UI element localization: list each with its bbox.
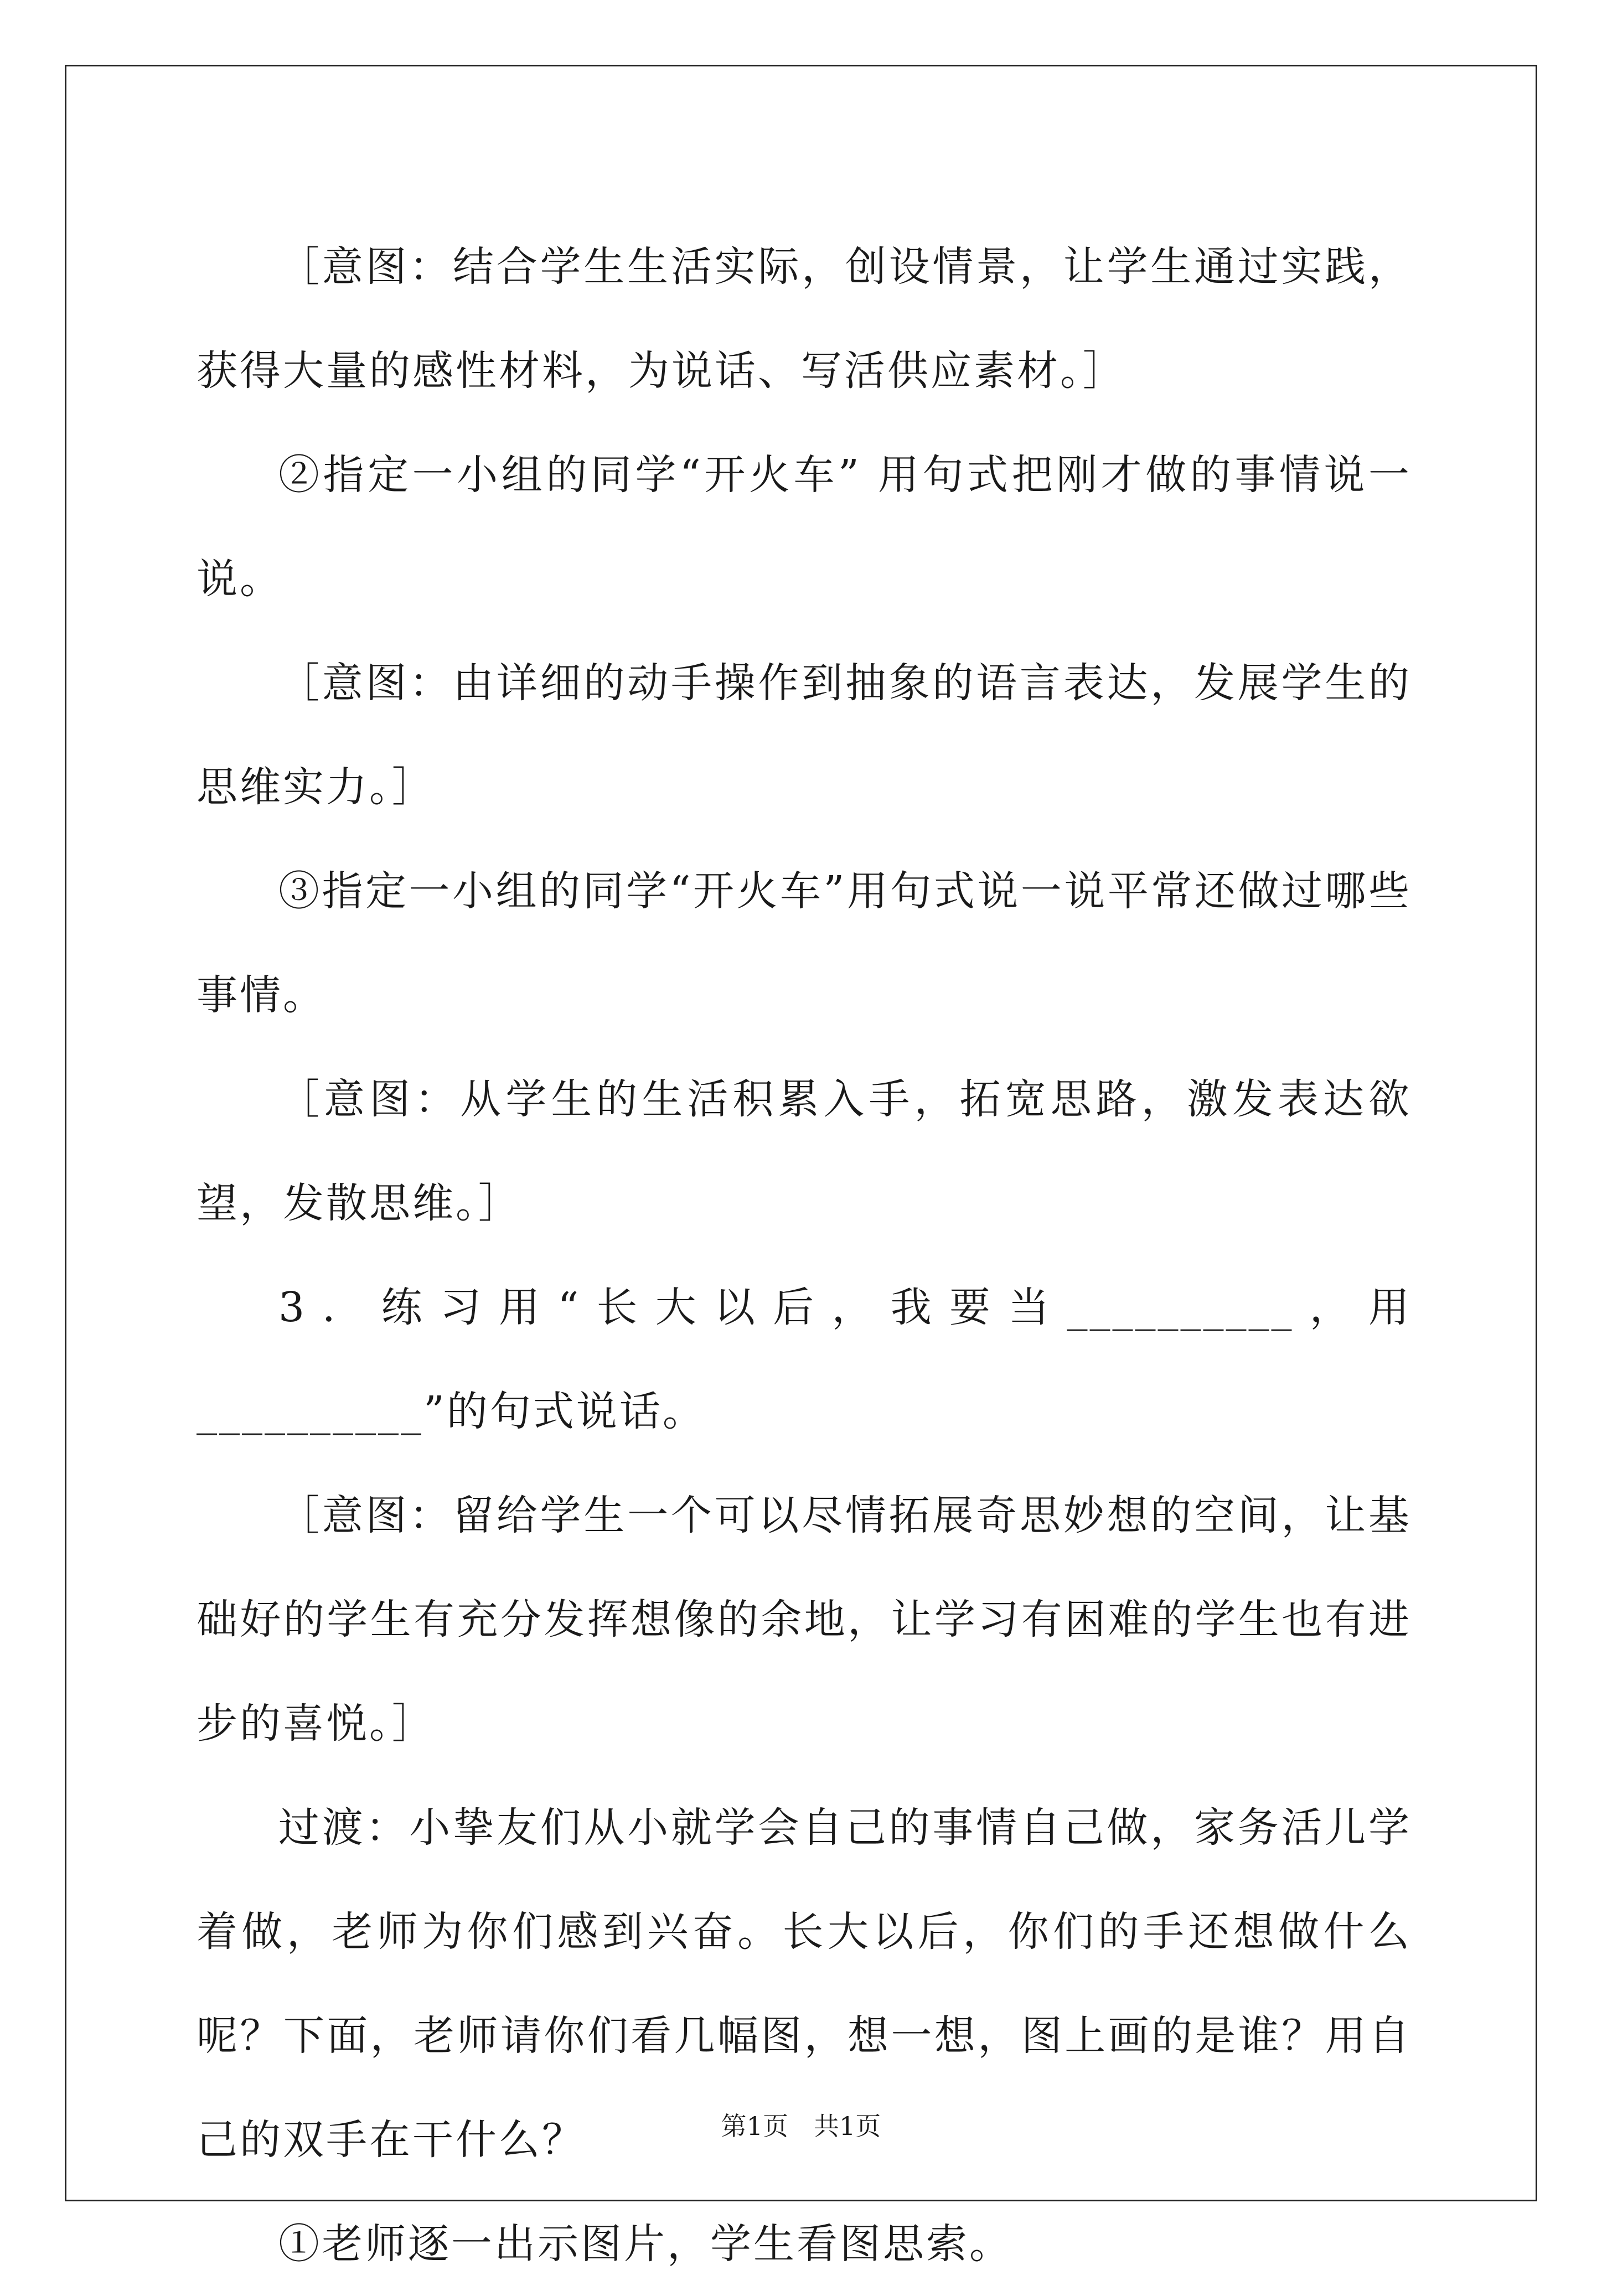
document-body [197, 215, 1412, 2296]
page-footer: 第1页 共1页 [721, 2111, 881, 2141]
paragraph-step-2: ②指定一小组的同学“开火车” 用句式把刚才做的事情说一说。 [197, 451, 1412, 603]
paragraph-intent-1: ［意图：结合学生生活实际，创设情景，让学生通过实践，获得大量的感性材料，为说话、写活供应素材。］ [197, 243, 1412, 395]
paragraph-transition: 过渡：小挚友们从小就学会自己的事情自己做，家务活儿学着做，老师为你们感到兴奋。长大以后，你们的手还想做什么呢？下面，老师请你们看几幅图，想一想，图上画的是谁？用自己的双手在干什么？ [197, 1804, 1412, 2164]
paragraph-exercise-3: 3．练习用“长大以后，我要当__________，用__________”的句式说话。 [197, 1284, 1412, 1435]
paragraph-intent-4: ［意图：留给学生一个可以尽情拓展奇思妙想的空间，让基础好的学生有充分发挥想像的余地，让学习有困难的学生也有进步的喜悦。］ [197, 1492, 1412, 1747]
paragraph-intent-2: ［意图：由详细的动手操作到抽象的语言表达，发展学生的思维实力。］ [197, 659, 1412, 811]
paragraph-step-3: ③指定一小组的同学“开火车”用句式说一说平常还做过哪些事情。 [197, 867, 1412, 1019]
paragraph-intent-3: ［意图：从学生的生活积累入手，拓宽思路，激发表达欲望，发散思维。］ [197, 1075, 1412, 1227]
paragraph-step-1: ①老师逐一出示图片，学生看图思索。 [278, 2220, 1012, 2268]
